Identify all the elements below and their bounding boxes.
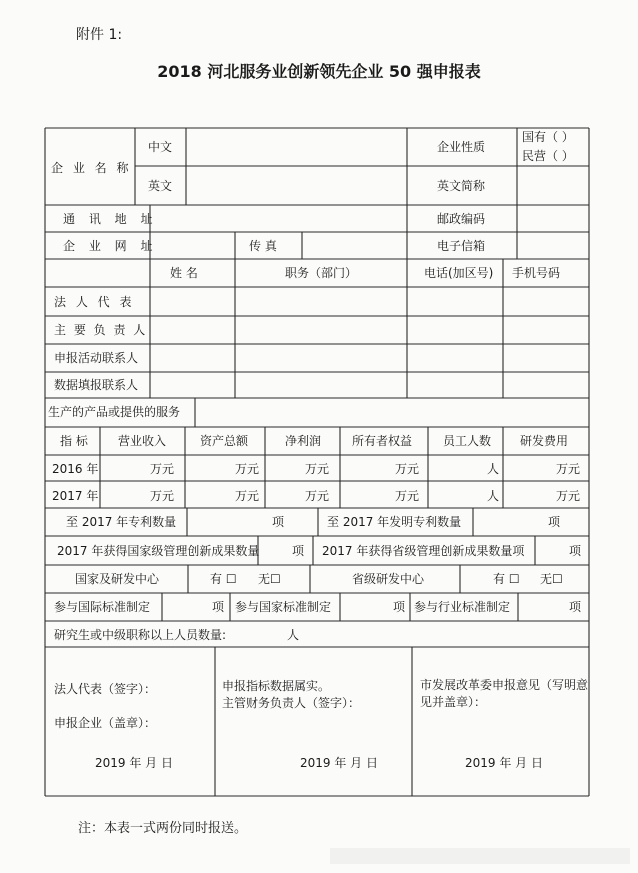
form-title: 2018 河北服务业创新领先企业 50 强申报表 [157, 62, 481, 81]
national-rd-no[interactable]: 无☐ [258, 572, 281, 586]
contact-row-data: 数据填报联系人 [54, 378, 139, 392]
company-seal: 申报企业（盖章）： [54, 716, 157, 730]
unit-equity-2016: 万元 [395, 462, 420, 476]
provincial-rd-no[interactable]: 无☐ [540, 572, 563, 586]
unit-rd-2016: 万元 [556, 462, 581, 476]
indicator-header-revenue: 营业收入 [118, 434, 167, 448]
senior-staff-unit: 人 [287, 628, 300, 642]
unit-revenue-2017: 万元 [150, 489, 175, 503]
ndrc-opinion-line1: 市发展改革委申报意见（写明意 [420, 678, 589, 692]
company-name-en-label: 英文 [148, 179, 173, 193]
senior-staff-label: 研究生或中级职称以上人员数量: [54, 628, 227, 642]
year-2017-label: 2017 年 [52, 489, 99, 503]
contact-header-phone: 电话(加区号) [424, 266, 494, 280]
scan-smudge [330, 848, 630, 864]
unit-profit-2016: 万元 [305, 462, 330, 476]
provincial-rd-center-label: 省级研发中心 [352, 572, 425, 586]
nature-option-private: 民营（ ） [522, 149, 574, 163]
address-label: 通 讯 地 址 [63, 212, 158, 226]
provincial-achievement-label: 2017 年获得省级管理创新成果数量项 [322, 544, 525, 558]
invention-patent-label: 至 2017 年发明专利数量 [327, 515, 462, 529]
date-right: 2019 年 月 日 [465, 756, 543, 770]
english-abbr-label: 英文简称 [437, 179, 486, 193]
products-label: 生产的产品或提供的服务 [48, 405, 181, 419]
finance-signature: 主管财务负责人（签字）： [222, 696, 361, 710]
email-label: 电子信箱 [437, 239, 486, 253]
national-standard-unit: 项 [393, 600, 406, 614]
intl-standard-label: 参与国际标准制定 [54, 600, 151, 614]
contact-header-mobile: 手机号码 [512, 266, 561, 280]
company-name-cn-label: 中文 [148, 140, 173, 154]
national-standard-label: 参与国家标准制定 [235, 600, 332, 614]
unit-staff-2017: 人 [487, 489, 500, 503]
unit-equity-2017: 万元 [395, 489, 420, 503]
data-true-statement: 申报指标数据属实。 [222, 679, 331, 693]
contact-row-application: 申报活动联系人 [54, 351, 139, 365]
indicator-header-staff: 员工人数 [443, 434, 492, 448]
contact-header-name: 姓 名 [170, 266, 198, 280]
unit-rd-2017: 万元 [556, 489, 581, 503]
legal-rep-signature: 法人代表（签字）： [54, 682, 157, 696]
footnote: 注：本表一式两份同时报送。 [78, 821, 248, 836]
postcode-label: 邮政编码 [437, 212, 486, 226]
national-rd-center-label: 国家及研发中心 [75, 572, 160, 586]
unit-assets-2017: 万元 [235, 489, 260, 503]
unit-assets-2016: 万元 [235, 462, 260, 476]
date-middle: 2019 年 月 日 [300, 756, 378, 770]
industry-standard-unit: 项 [569, 600, 582, 614]
patent-count-unit: 项 [272, 515, 285, 529]
unit-revenue-2016: 万元 [150, 462, 175, 476]
national-achievement-unit: 项 [292, 544, 305, 558]
intl-standard-unit: 项 [212, 600, 225, 614]
year-2016-label: 2016 年 [52, 462, 99, 476]
ndrc-opinion-line2: 见并盖章）： [420, 695, 487, 709]
fax-label: 传 真 [249, 239, 277, 253]
patent-count-label: 至 2017 年专利数量 [66, 515, 177, 529]
indicator-header-equity: 所有者权益 [352, 434, 413, 448]
unit-staff-2016: 人 [487, 462, 500, 476]
attachment-label: 附件 1: [76, 27, 123, 43]
industry-standard-label: 参与行业标准制定 [414, 600, 511, 614]
contact-row-legal: 法 人 代 表 [54, 295, 135, 309]
invention-patent-unit: 项 [548, 515, 561, 529]
indicator-header-profit: 净利润 [285, 434, 322, 448]
indicator-header-rd: 研发费用 [520, 434, 569, 448]
company-nature-label: 企业性质 [437, 140, 486, 154]
indicator-header-metric: 指 标 [60, 434, 88, 448]
contact-row-head: 主 要 负 责 人 [54, 323, 148, 337]
national-rd-yes[interactable]: 有 ☐ [210, 572, 237, 586]
company-name-label: 企 业 名 称 [51, 161, 132, 175]
date-left: 2019 年 月 日 [95, 756, 173, 770]
contact-header-title: 职务（部门） [285, 266, 358, 280]
provincial-achievement-unit: 项 [569, 544, 582, 558]
provincial-rd-yes[interactable]: 有 ☐ [493, 572, 520, 586]
website-label: 企 业 网 址 [63, 239, 158, 253]
nature-option-state: 国有（ ） [522, 130, 574, 144]
indicator-header-assets: 资产总额 [200, 434, 249, 448]
national-achievement-label: 2017 年获得国家级管理创新成果数量 [57, 544, 260, 558]
unit-profit-2017: 万元 [305, 489, 330, 503]
